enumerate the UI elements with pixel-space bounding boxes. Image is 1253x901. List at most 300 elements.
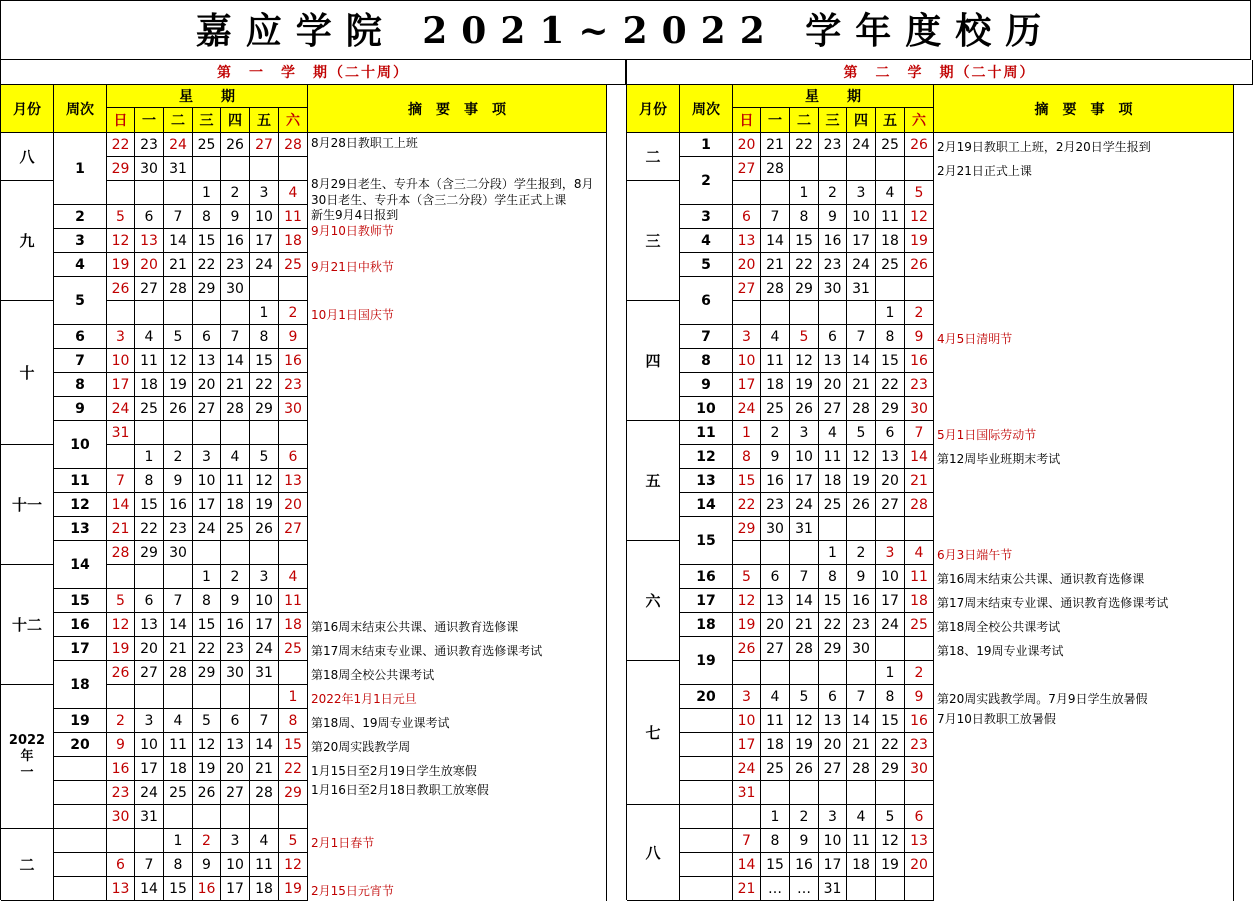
day-cell: 24 xyxy=(250,253,279,277)
day-cell xyxy=(107,685,135,709)
day-cell: 16 xyxy=(107,757,135,781)
day-cell xyxy=(876,637,905,661)
day-cell xyxy=(905,877,934,901)
day-cell: 20 xyxy=(819,373,847,397)
day-cell: 11 xyxy=(819,445,847,469)
day-cell: 31 xyxy=(733,781,761,805)
day-cell: 5 xyxy=(905,181,934,205)
week-cell: 19 xyxy=(54,709,107,733)
day-cell xyxy=(164,181,193,205)
day-cell: 26 xyxy=(790,397,819,421)
day-cell: 2 xyxy=(193,829,221,853)
day-cell: 30 xyxy=(847,637,876,661)
day-cell: 8 xyxy=(761,829,790,853)
day-cell: 27 xyxy=(135,661,164,685)
day-cell: 29 xyxy=(193,277,221,301)
day-cell: 9 xyxy=(221,205,250,229)
day-cell xyxy=(135,181,164,205)
day-cell: 19 xyxy=(790,373,819,397)
day-cell: 5 xyxy=(790,685,819,709)
day-cell: 24 xyxy=(250,637,279,661)
day-cell: 4 xyxy=(279,565,308,589)
day-cell: 26 xyxy=(733,637,761,661)
day-cell: 28 xyxy=(107,541,135,565)
day-cell: 28 xyxy=(221,397,250,421)
day-cell: 16 xyxy=(905,349,934,373)
day-cell: 18 xyxy=(905,589,934,613)
day-cell xyxy=(250,157,279,181)
day-cell: 25 xyxy=(761,397,790,421)
day-cell: 1 xyxy=(135,445,164,469)
day-cell: 18 xyxy=(164,757,193,781)
month-cell: 二 xyxy=(627,133,680,181)
day-cell: 14 xyxy=(847,349,876,373)
day-cell: 27 xyxy=(733,277,761,301)
day-cell: 18 xyxy=(221,493,250,517)
day-cell: 10 xyxy=(221,853,250,877)
day-cell: 3 xyxy=(250,181,279,205)
day-cell: 5 xyxy=(193,709,221,733)
day-cell: 18 xyxy=(279,613,308,637)
weekday-label: 二 xyxy=(790,108,819,133)
day-cell: 31 xyxy=(250,661,279,685)
day-cell xyxy=(279,277,308,301)
notes-column xyxy=(934,133,1234,901)
day-cell xyxy=(876,877,905,901)
day-cell: 23 xyxy=(847,613,876,637)
day-cell: 28 xyxy=(761,157,790,181)
day-cell: 21 xyxy=(221,373,250,397)
day-cell: 30 xyxy=(164,541,193,565)
weekday-label: 日 xyxy=(107,108,135,133)
day-cell: 24 xyxy=(733,757,761,781)
day-cell: 3 xyxy=(790,421,819,445)
day-cell: 3 xyxy=(819,805,847,829)
day-cell xyxy=(279,661,308,685)
day-cell: 5 xyxy=(164,325,193,349)
day-cell: 1 xyxy=(250,301,279,325)
day-cell: 14 xyxy=(250,733,279,757)
day-cell: 9 xyxy=(221,589,250,613)
weekday-header: 星 期 xyxy=(107,85,308,108)
day-cell xyxy=(847,781,876,805)
day-cell: 27 xyxy=(733,157,761,181)
day-cell: 26 xyxy=(905,133,934,157)
day-cell xyxy=(733,541,761,565)
day-cell: 26 xyxy=(107,661,135,685)
day-cell: 9 xyxy=(193,853,221,877)
day-cell: 11 xyxy=(761,349,790,373)
day-cell: 29 xyxy=(135,541,164,565)
week-cell: 12 xyxy=(680,445,733,469)
month-cell: 八 xyxy=(627,805,680,901)
day-cell: 25 xyxy=(135,397,164,421)
day-cell: 21 xyxy=(847,733,876,757)
day-cell: 17 xyxy=(193,493,221,517)
day-cell: 3 xyxy=(733,685,761,709)
day-cell xyxy=(733,301,761,325)
day-cell: 8 xyxy=(733,445,761,469)
day-cell xyxy=(135,685,164,709)
day-cell: 5 xyxy=(250,445,279,469)
day-cell: 1 xyxy=(876,661,905,685)
day-cell: 24 xyxy=(876,613,905,637)
week-cell: 11 xyxy=(680,421,733,445)
day-cell: 7 xyxy=(164,205,193,229)
day-cell: 25 xyxy=(164,781,193,805)
weekday-label: 五 xyxy=(876,108,905,133)
notes-header: 摘 要 事 项 xyxy=(308,85,607,133)
day-cell: 15 xyxy=(876,709,905,733)
day-cell: 9 xyxy=(905,685,934,709)
day-cell: 16 xyxy=(221,229,250,253)
day-cell: 10 xyxy=(733,349,761,373)
day-cell: 8 xyxy=(819,565,847,589)
day-cell: 25 xyxy=(193,133,221,157)
day-cell xyxy=(107,181,135,205)
weekday-label: 日 xyxy=(733,108,761,133)
day-cell: 4 xyxy=(221,445,250,469)
week-cell: 15 xyxy=(54,589,107,613)
day-cell: 23 xyxy=(819,253,847,277)
day-cell: 24 xyxy=(733,397,761,421)
day-cell: 27 xyxy=(135,277,164,301)
day-cell: 22 xyxy=(790,133,819,157)
week-cell: 10 xyxy=(680,397,733,421)
day-cell: 3 xyxy=(107,325,135,349)
day-cell: 19 xyxy=(847,469,876,493)
day-cell: 8 xyxy=(790,205,819,229)
day-cell: 17 xyxy=(790,469,819,493)
day-cell: 23 xyxy=(279,373,308,397)
day-cell xyxy=(221,685,250,709)
day-cell: 5 xyxy=(107,589,135,613)
day-cell xyxy=(107,301,135,325)
day-cell: 12 xyxy=(250,469,279,493)
day-cell xyxy=(905,637,934,661)
month-cell: 五 xyxy=(627,421,680,541)
week-cell xyxy=(54,757,107,781)
month-cell: 六 xyxy=(627,541,680,661)
day-cell: 28 xyxy=(905,493,934,517)
day-cell xyxy=(733,181,761,205)
day-cell: 14 xyxy=(164,229,193,253)
day-cell: 4 xyxy=(761,325,790,349)
note-text: 2月15日元宵节 xyxy=(311,883,394,898)
day-cell: 23 xyxy=(221,637,250,661)
semester-label: 第 一 学 期（二十周） xyxy=(1,60,626,85)
day-cell: 3 xyxy=(221,829,250,853)
note-text: 第17周末结束专业课、通识教育选修课考试 xyxy=(937,595,1169,610)
day-cell xyxy=(790,157,819,181)
day-cell: 12 xyxy=(107,229,135,253)
day-cell: 29 xyxy=(876,397,905,421)
day-cell: 7 xyxy=(761,205,790,229)
day-cell: 25 xyxy=(819,493,847,517)
day-cell: 12 xyxy=(847,445,876,469)
day-cell xyxy=(221,421,250,445)
week-cell: 6 xyxy=(680,277,733,325)
week-cell: 13 xyxy=(54,517,107,541)
day-cell: 16 xyxy=(819,229,847,253)
day-cell: 22 xyxy=(107,133,135,157)
day-cell xyxy=(250,541,279,565)
month-header: 月份 xyxy=(1,85,54,133)
day-cell: 15 xyxy=(193,229,221,253)
day-cell: 31 xyxy=(847,277,876,301)
day-cell: 13 xyxy=(733,229,761,253)
day-cell: 6 xyxy=(221,709,250,733)
note-text: 第18周全校公共课考试 xyxy=(311,667,435,682)
day-cell xyxy=(107,829,135,853)
day-cell xyxy=(761,661,790,685)
day-cell: 25 xyxy=(876,133,905,157)
week-cell: 20 xyxy=(54,733,107,757)
day-cell: 30 xyxy=(107,805,135,829)
week-cell xyxy=(680,829,733,853)
day-cell: 2 xyxy=(164,445,193,469)
day-cell xyxy=(250,277,279,301)
day-cell: 31 xyxy=(107,421,135,445)
week-cell: 4 xyxy=(680,229,733,253)
day-cell xyxy=(221,157,250,181)
day-cell: 17 xyxy=(250,229,279,253)
note-text: 第18周、19周专业课考试 xyxy=(311,715,450,730)
day-cell: 1 xyxy=(761,805,790,829)
day-cell: 6 xyxy=(876,421,905,445)
day-cell: 17 xyxy=(250,613,279,637)
note-text: 第12周毕业班期末考试 xyxy=(937,451,1061,466)
day-cell: 2 xyxy=(847,541,876,565)
day-cell: 23 xyxy=(221,253,250,277)
week-cell: 16 xyxy=(680,565,733,589)
day-cell: 6 xyxy=(135,205,164,229)
day-cell: 29 xyxy=(279,781,308,805)
day-cell: 1 xyxy=(733,421,761,445)
day-cell: 30 xyxy=(819,277,847,301)
month-cell: 八 xyxy=(1,133,54,181)
day-cell: 20 xyxy=(135,253,164,277)
day-cell: 12 xyxy=(164,349,193,373)
day-cell: 18 xyxy=(279,229,308,253)
semester-label: 第 二 学 期（二十周） xyxy=(627,60,1253,85)
day-cell: 12 xyxy=(790,709,819,733)
day-cell: 30 xyxy=(221,277,250,301)
day-cell: 29 xyxy=(790,277,819,301)
week-cell xyxy=(54,877,107,901)
day-cell: 25 xyxy=(905,613,934,637)
note-text: 第18周全校公共课考试 xyxy=(937,619,1061,634)
day-cell: 7 xyxy=(905,421,934,445)
day-cell: 15 xyxy=(733,469,761,493)
day-cell xyxy=(790,661,819,685)
week-cell: 17 xyxy=(54,637,107,661)
day-cell: 17 xyxy=(733,733,761,757)
week-cell: 8 xyxy=(54,373,107,397)
note-text: 第20周实践教学周。7月9日学生放暑假 xyxy=(937,691,1148,706)
day-cell: 19 xyxy=(193,757,221,781)
week-cell: 2 xyxy=(54,205,107,229)
day-cell: 13 xyxy=(221,733,250,757)
day-cell xyxy=(193,541,221,565)
day-cell: 26 xyxy=(790,757,819,781)
day-cell: 15 xyxy=(761,853,790,877)
day-cell: 28 xyxy=(847,397,876,421)
day-cell: 23 xyxy=(761,493,790,517)
week-cell: 8 xyxy=(680,349,733,373)
day-cell: 10 xyxy=(790,445,819,469)
day-cell: 6 xyxy=(819,685,847,709)
week-cell: 9 xyxy=(680,373,733,397)
day-cell xyxy=(135,421,164,445)
week-cell: 5 xyxy=(680,253,733,277)
day-cell: 11 xyxy=(847,829,876,853)
day-cell: 15 xyxy=(250,349,279,373)
day-cell: 28 xyxy=(761,277,790,301)
day-cell: 11 xyxy=(250,853,279,877)
day-cell: 18 xyxy=(250,877,279,901)
day-cell: 9 xyxy=(761,445,790,469)
day-cell: 22 xyxy=(279,757,308,781)
week-cell: 18 xyxy=(680,613,733,637)
day-cell xyxy=(107,445,135,469)
day-cell: 10 xyxy=(250,589,279,613)
day-cell xyxy=(135,301,164,325)
note-text: 2022年1月1日元旦 xyxy=(311,691,417,706)
day-cell xyxy=(135,829,164,853)
day-cell: 2 xyxy=(107,709,135,733)
day-cell: 1 xyxy=(876,301,905,325)
week-cell: 7 xyxy=(54,349,107,373)
day-cell: 14 xyxy=(761,229,790,253)
day-cell: 6 xyxy=(135,589,164,613)
day-cell: 3 xyxy=(876,541,905,565)
day-cell: 30 xyxy=(905,757,934,781)
month-cell: 二 xyxy=(1,829,54,901)
day-cell: 6 xyxy=(761,565,790,589)
day-cell: 28 xyxy=(790,637,819,661)
day-cell: 14 xyxy=(847,709,876,733)
day-cell xyxy=(790,301,819,325)
day-cell xyxy=(905,781,934,805)
day-cell xyxy=(193,805,221,829)
day-cell: 20 xyxy=(135,637,164,661)
day-cell xyxy=(905,277,934,301)
week-cell: 9 xyxy=(54,397,107,421)
month-cell: 七 xyxy=(627,661,680,805)
day-cell: 16 xyxy=(761,469,790,493)
day-cell xyxy=(761,781,790,805)
day-cell xyxy=(876,157,905,181)
day-cell: 19 xyxy=(905,229,934,253)
day-cell: 28 xyxy=(164,661,193,685)
day-cell xyxy=(279,805,308,829)
week-cell: 6 xyxy=(54,325,107,349)
day-cell: 17 xyxy=(876,589,905,613)
day-cell: 29 xyxy=(819,637,847,661)
day-cell xyxy=(279,421,308,445)
month-cell: 十二 xyxy=(1,565,54,685)
week-cell xyxy=(680,781,733,805)
month-cell: 十 xyxy=(1,301,54,445)
day-cell: 9 xyxy=(905,325,934,349)
day-cell: 30 xyxy=(221,661,250,685)
day-cell: 25 xyxy=(876,253,905,277)
week-cell: 17 xyxy=(680,589,733,613)
day-cell: 7 xyxy=(790,565,819,589)
day-cell: 20 xyxy=(876,469,905,493)
day-cell: 5 xyxy=(279,829,308,853)
day-cell xyxy=(819,517,847,541)
day-cell xyxy=(819,781,847,805)
day-cell: 21 xyxy=(250,757,279,781)
day-cell: 27 xyxy=(221,781,250,805)
day-cell xyxy=(819,301,847,325)
day-cell: 6 xyxy=(279,445,308,469)
day-cell xyxy=(847,877,876,901)
day-cell xyxy=(193,301,221,325)
day-cell: 19 xyxy=(107,253,135,277)
day-cell: 30 xyxy=(905,397,934,421)
day-cell: 24 xyxy=(107,397,135,421)
day-cell: 9 xyxy=(164,469,193,493)
day-cell xyxy=(135,565,164,589)
day-cell: 19 xyxy=(164,373,193,397)
day-cell: 4 xyxy=(135,325,164,349)
day-cell: 29 xyxy=(876,757,905,781)
day-cell: 19 xyxy=(107,637,135,661)
day-cell: 12 xyxy=(790,349,819,373)
day-cell: 3 xyxy=(847,181,876,205)
day-cell: 21 xyxy=(164,637,193,661)
day-cell: 31 xyxy=(164,157,193,181)
day-cell: 7 xyxy=(135,853,164,877)
day-cell xyxy=(819,661,847,685)
day-cell: 8 xyxy=(250,325,279,349)
week-cell xyxy=(54,853,107,877)
day-cell: 22 xyxy=(876,733,905,757)
day-cell: 21 xyxy=(790,613,819,637)
day-cell: 1 xyxy=(193,181,221,205)
note-text: 第20周实践教学周 xyxy=(311,739,411,754)
day-cell: 13 xyxy=(135,613,164,637)
week-cell: 5 xyxy=(54,277,107,325)
weekday-label: 三 xyxy=(819,108,847,133)
day-cell: 12 xyxy=(193,733,221,757)
note-text: 6月3日端午节 xyxy=(937,547,1013,562)
day-cell: 20 xyxy=(193,373,221,397)
day-cell: 11 xyxy=(905,565,934,589)
day-cell: 22 xyxy=(819,613,847,637)
day-cell: 22 xyxy=(193,637,221,661)
day-cell: 7 xyxy=(847,325,876,349)
day-cell: 1 xyxy=(164,829,193,853)
weekday-label: 二 xyxy=(164,108,193,133)
day-cell: 2 xyxy=(905,661,934,685)
day-cell: 5 xyxy=(790,325,819,349)
week-cell: 15 xyxy=(680,517,733,565)
day-cell xyxy=(193,157,221,181)
day-cell: 5 xyxy=(876,805,905,829)
semester-panel-1 xyxy=(0,60,626,900)
week-cell: 11 xyxy=(54,469,107,493)
day-cell: 18 xyxy=(761,373,790,397)
day-cell: 3 xyxy=(733,325,761,349)
day-cell xyxy=(761,301,790,325)
day-cell: 15 xyxy=(819,589,847,613)
day-cell xyxy=(905,157,934,181)
day-cell: 8 xyxy=(193,205,221,229)
